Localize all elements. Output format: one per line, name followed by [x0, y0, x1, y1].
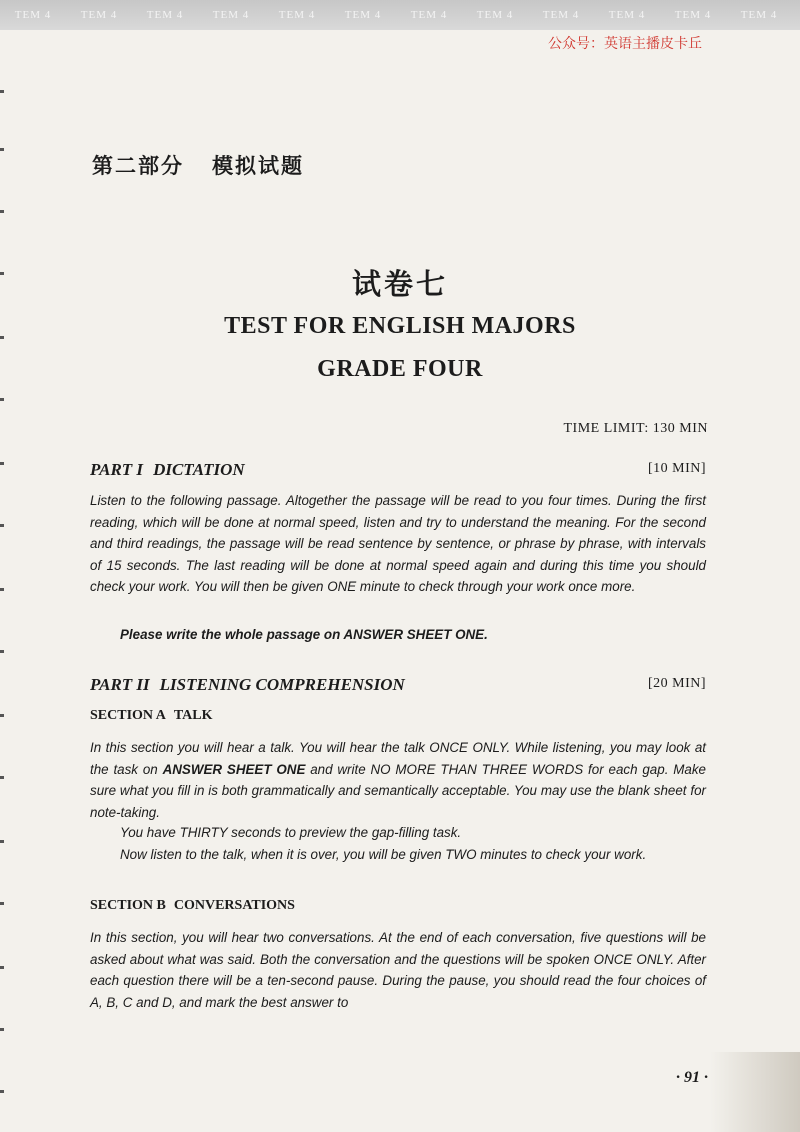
section-a-heading	[90, 708, 213, 724]
strip-label: TEM 4	[674, 9, 712, 21]
exam-title-line2: GRADE FOUR	[317, 356, 483, 382]
strip-label: TEM 4	[344, 9, 382, 21]
part2-number: PART II	[90, 675, 150, 694]
section-a-text-2: and write NO MORE THAN THREE WORDS for each gap. Make sure what you fill in is both grammatically and semantically acceptable. You may use the blank sheet for note-taking.	[90, 761, 706, 820]
strip-label: TEM 4	[212, 9, 250, 21]
chapter-part: 第二部分	[92, 154, 184, 178]
part2-heading	[90, 675, 706, 695]
section-b-name: CONVERSATIONS	[173, 898, 295, 913]
section-a-instructions	[90, 737, 706, 823]
strip-label: TEM 4	[80, 9, 118, 21]
section-a-label: SECTION A	[90, 708, 166, 723]
section-b-label: SECTION B	[90, 898, 166, 913]
strip-label: TEM 4	[740, 9, 778, 21]
strip-label: TEM 4	[410, 9, 448, 21]
strip-label: TEM 4	[278, 9, 316, 21]
section-a-preview-text: You have THIRTY seconds to preview the gap-filling task.	[120, 825, 462, 840]
answer-sheet-label: ANSWER SHEET ONE	[162, 761, 306, 777]
part1-note: Please write the whole passage on ANSWER SHEET ONE.	[120, 627, 488, 642]
exam-title-chinese: 试卷七	[351, 267, 448, 301]
section-a-name: TALK	[173, 708, 213, 723]
part1-minutes: [10 MIN]	[647, 461, 706, 476]
account-watermark: 公众号：英语主播皮卡丘	[548, 36, 702, 52]
section-b-heading	[90, 898, 295, 914]
strip-label: TEM 4	[608, 9, 646, 21]
page-number: · 91 ·	[676, 1069, 708, 1086]
strip-label: TEM 4	[542, 9, 580, 21]
exam-title-line1: TEST FOR ENGLISH MAJORS	[224, 313, 576, 339]
chapter-title: 模拟试题	[212, 154, 304, 178]
section-a-check	[90, 844, 706, 866]
section-a-text-1: In this section you will hear a talk. You will hear the talk ONCE ONLY. While listening, you may look at the task on	[90, 740, 706, 777]
part2-minutes: [20 MIN]	[647, 676, 706, 691]
header-strip	[0, 0, 800, 30]
strip-label: TEM 4	[476, 9, 514, 21]
time-limit: TIME LIMIT: 130 MIN	[563, 421, 708, 436]
part1-number: PART I	[90, 460, 144, 479]
section-a-preview	[90, 822, 706, 844]
strip-label: TEM 4	[146, 9, 184, 21]
part1-instructions: Listen to the following passage. Altogether the passage will be read to you four times. During the first reading, which will be done at normal speed, listen and try to understand the meaning. For the second and third readings, the passage will be read sentence by sentence, or phrase by phrase, with intervals of 15 seconds. The last reading will be done at normal speed again and during this time you should check your work. You will then be given ONE minute to check through your work once more.	[90, 493, 706, 595]
strip-label: TEM 4	[14, 9, 52, 21]
part2-name: LISTENING COMPREHENSION	[159, 675, 405, 694]
section-a-check-text: Now listen to the talk, when it is over, you will be given TWO minutes to check your work.	[120, 847, 647, 862]
page-corner-shadow	[710, 1052, 800, 1132]
section-b-instructions: In this section, you will hear two conversations. At the end of each conversation, five questions will be asked about what was said. Both the conversation and the questions will be spoken ONCE ONLY. After each question there will be a ten-second pause. During the pause, you should read the four choices of A, B, C and D, and mark the best answer to	[90, 930, 706, 1010]
chapter-heading	[92, 150, 304, 180]
part1-name: DICTATION	[153, 460, 245, 479]
binding-marks	[0, 60, 6, 1132]
part1-heading	[90, 460, 706, 480]
